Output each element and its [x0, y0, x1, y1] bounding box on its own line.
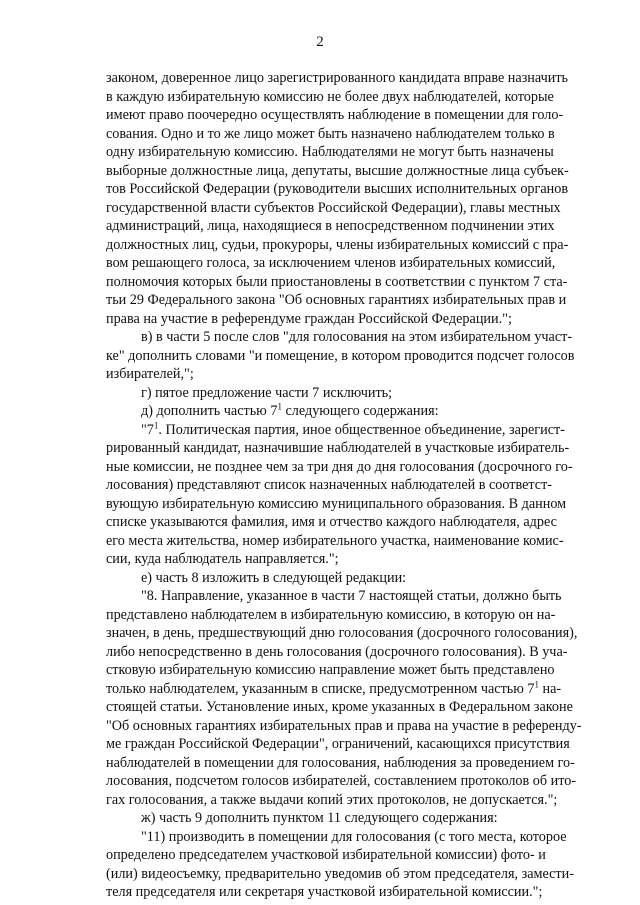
superscript: 1	[153, 419, 159, 430]
text-line	[106, 162, 569, 181]
text-line	[106, 402, 543, 421]
text-line	[106, 199, 561, 218]
text-line	[106, 310, 543, 329]
superscript: 1	[534, 678, 539, 689]
text-line-continuation: . Политическая партия, иное общественное объединение, зарегист-	[158, 421, 565, 438]
text-line-content: в) в части 5 после слов "для голосования на этом избирательном участ-	[141, 329, 573, 345]
text-line-content: ме граждан Российской Федерации", ограничений, касающихся присутствия	[106, 736, 570, 752]
text-line-content: "8. Направление, указанное в части 7 настоящей статьи, должно быть	[141, 588, 562, 604]
text-line	[106, 273, 568, 292]
text-line	[106, 106, 564, 125]
text-line	[106, 661, 555, 680]
text-line-content: только наблюдателем, указанным в списке, предусмотренном частью 7	[106, 680, 535, 697]
text-line	[106, 125, 555, 144]
text-line	[106, 143, 554, 162]
text-line-content: вующую избирательную комиссию муниципального образования. В данном	[106, 495, 567, 512]
text-line-content: государственной власти субъектов Российской Федерации), главы местных	[106, 199, 561, 216]
text-line-content: сии, куда наблюдатель направляется.";	[106, 551, 339, 567]
text-line	[106, 754, 575, 773]
text-line	[106, 217, 555, 236]
text-line-content: е) часть 8 изложить в следующей редакции:	[141, 569, 407, 586]
text-line-content: тов Российской Федерации (руководители высших исполнительных органов	[106, 181, 569, 197]
text-line-content: вом решающего голоса, за исключением членов избирательных комиссий,	[106, 255, 556, 271]
page-number: 2	[316, 34, 324, 50]
text-line	[106, 180, 569, 199]
text-line	[106, 865, 574, 884]
text-line	[106, 69, 569, 88]
text-line-content: одну избирательную комиссию. Наблюдателями не могут быть назначены	[106, 144, 554, 160]
text-line-content: имеют право поочередно осуществлять наблюдение в помещении для голо-	[106, 107, 564, 123]
text-line	[106, 717, 582, 736]
text-line-content: (или) видеосъемку, предварительно уведомив об этом председателя, замести-	[106, 865, 574, 882]
text-line-content: "11) производить в помещении для голосования (с того места, которое	[141, 828, 567, 845]
text-line	[106, 513, 557, 532]
text-line-content: "7	[141, 421, 154, 438]
text-line-content: в каждую избирательную комиссию не более двух наблюдателей, которые	[106, 88, 554, 105]
text-line-content: лосования) представляют список назначенных наблюдателей в соответст-	[106, 477, 553, 493]
text-line	[106, 439, 570, 458]
text-line-content: г) пятое предложение части 7 исключить;	[141, 384, 393, 401]
text-line-content: тьи 29 Федерального закона "Об основных гарантиях избирательных прав и	[106, 292, 567, 308]
text-line	[106, 495, 567, 514]
text-line	[106, 419, 565, 440]
text-line	[106, 365, 543, 384]
superscript: 1	[277, 401, 282, 412]
text-line-content: ке" дополнить словами "и помещение, в котором проводится подсчет голосов	[106, 347, 575, 364]
text-line	[106, 698, 573, 717]
text-line-content: теля председателя или секретаря участковой избирательной комиссии.";	[106, 884, 543, 900]
text-line	[106, 883, 543, 902]
text-line	[106, 587, 562, 606]
text-line-content: д) дополнить частью 7	[141, 403, 278, 419]
text-line-content: либо непосредственно в день голосования (досрочного голосования). В уча-	[106, 643, 568, 660]
text-line	[106, 846, 546, 865]
text-line-content: гах голосования, а также выдачи копий этих протоколов, не допускается.";	[106, 791, 558, 808]
text-line-content: списке указываются фамилия, имя и отчество каждого наблюдателя, адрес	[106, 514, 557, 530]
text-line-content: рированный кандидат, назначившие наблюдателей в участковые избиратель-	[106, 440, 570, 456]
text-line-content: лосования, подсчетом голосов избирателей, составлением протоколов об ито-	[106, 773, 577, 789]
text-line	[106, 384, 543, 403]
text-line-content: стковую избирательную комиссию направление может быть представлено	[106, 662, 555, 678]
text-line	[106, 678, 562, 699]
text-line-continuation: на-	[538, 680, 562, 697]
text-line-content: законом, доверенное лицо зарегистрированного кандидата вправе назначить	[106, 70, 569, 86]
text-line-content: ж) часть 9 дополнить пунктом 11 следующего содержания:	[141, 810, 498, 826]
text-line	[106, 809, 543, 828]
text-line	[106, 606, 556, 625]
text-line-content: полномочия которых были приостановлены в соответствии с пунктом 7 ста-	[106, 273, 568, 290]
text-line-content: значен, в день, предшествующий дню голосования (досрочного голосования),	[106, 625, 578, 641]
text-line	[106, 254, 556, 273]
text-line	[106, 791, 558, 810]
text-line	[106, 291, 567, 310]
text-line	[106, 735, 570, 754]
text-line	[106, 347, 575, 366]
text-line	[106, 532, 564, 551]
text-line	[106, 328, 573, 347]
text-line	[106, 643, 568, 662]
text-line-content: права на участие в референдуме граждан Российской Федерации.";	[106, 310, 512, 327]
text-line-content: сования. Одно и то же лицо может быть назначено наблюдателем только в	[106, 125, 555, 142]
text-line	[106, 236, 569, 255]
document-body	[106, 69, 582, 902]
text-line-content: выборные должностные лица, депутаты, высшие должностные лица субъек-	[106, 162, 569, 179]
text-line-content: стоящей статьи. Установление иных, кроме указанных в Федеральном законе	[106, 699, 573, 715]
text-line	[106, 772, 577, 791]
text-line-content: избирателей,";	[106, 366, 194, 382]
text-line-content: ные комиссии, не позднее чем за три дня до дня голосования (досрочного го-	[106, 458, 573, 475]
text-line-content: должностных лиц, судьи, прокуроры, члены избирательных комиссий с пра-	[106, 236, 569, 253]
text-line-content: "Об основных гарантиях избирательных прав и права на участие в референду-	[106, 717, 582, 734]
text-line-continuation: следующего содержания:	[281, 403, 439, 419]
text-line	[106, 569, 543, 588]
text-line-content: наблюдателей в помещении для голосования, наблюдения за проведением го-	[106, 754, 575, 771]
text-line	[106, 88, 554, 107]
text-line	[106, 550, 543, 569]
text-line-content: представлено наблюдателем в избирательную комиссию, в которую он на-	[106, 606, 556, 623]
text-line-content: администраций, лица, находящиеся в непосредственном подчинении этих	[106, 218, 555, 234]
text-line-content: определено председателем участковой избирательной комиссии) фото- и	[106, 847, 546, 863]
text-line	[106, 458, 573, 477]
text-line	[106, 828, 567, 847]
text-line-content: его места жительства, номер избирательного участка, наименование комис-	[106, 532, 564, 549]
text-line	[106, 476, 553, 495]
text-line	[106, 624, 578, 643]
